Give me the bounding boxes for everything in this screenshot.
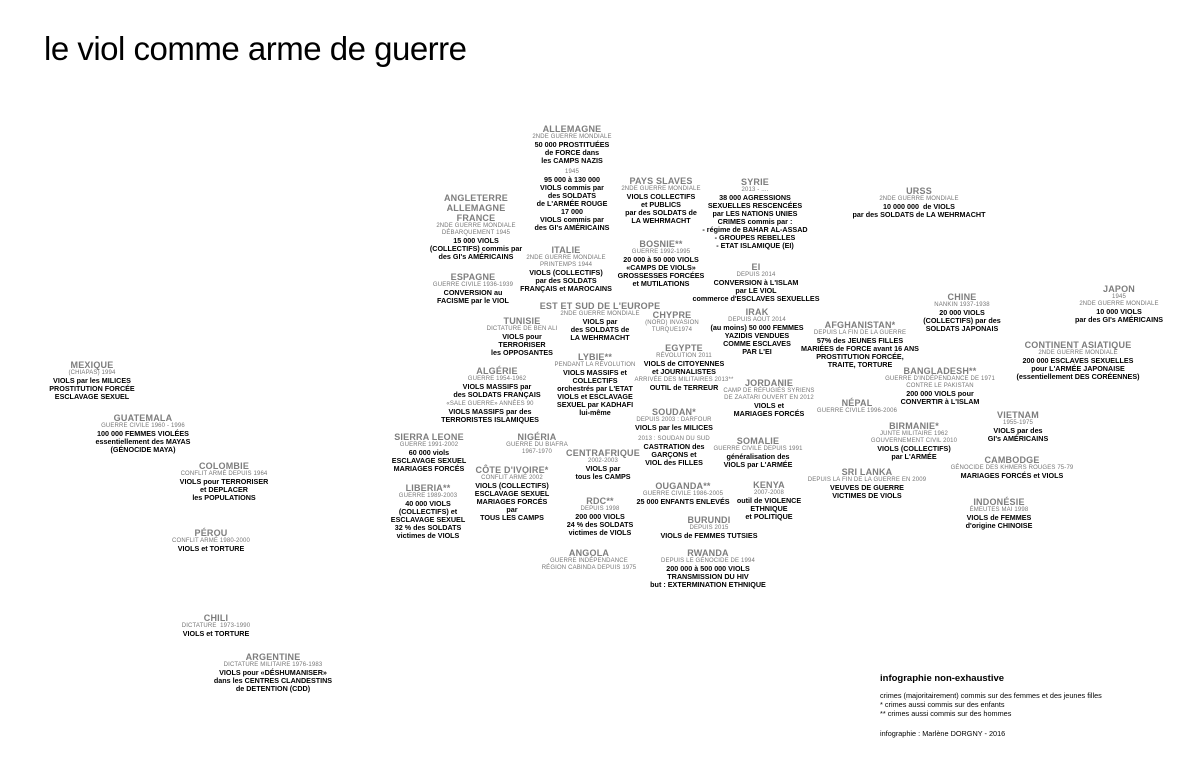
country-context: CAMP DE RÉFUGIÉS SYRIENS DE ZAATARI OUVERT EN 2012 <box>723 388 815 401</box>
country-facts: VIOLS par des SOLDATS de LA WEHRMACHT <box>570 316 630 342</box>
country-entry-slaves <box>621 176 700 225</box>
country-facts: VIOLS MASSIFS par des TERRORISTES ISLAMIQUES <box>441 406 539 424</box>
country-context: CONFLIT ARMÉ 2002 <box>481 475 543 482</box>
country-name: GUATEMALA <box>113 413 173 423</box>
country-facts: VIOLS COLLECTIFS et PUBLICS par des SOLDATS de LA WEHRMACHT <box>625 191 697 225</box>
country-entry-japon <box>1075 284 1163 324</box>
country-facts: 200 000 VIOLS 24 % des SOLDATS victimes de VIOLS <box>566 511 634 537</box>
country-name: CHILI <box>203 613 229 623</box>
country-name: SRI LANKA <box>841 467 893 477</box>
country-facts: VIOLS (COLLECTIFS) par L'ARMÉE <box>877 443 951 461</box>
country-entry-colombie <box>180 461 269 502</box>
country-facts: VIOLS de FEMMES d'origine CHINOISE <box>965 512 1033 530</box>
country-name: COLOMBIE <box>198 461 250 471</box>
country-entry-nigeria <box>506 432 568 456</box>
country-name: SOMALIE <box>736 436 780 446</box>
country-context: GUERRE CIVILE 1960 - 1996 <box>101 423 185 430</box>
country-facts: VIOLS pour TERRORISER les OPPOSANTES <box>491 331 553 357</box>
country-context: ÉMEUTES MAI 1998 <box>969 507 1029 514</box>
country-entry-egypte2 <box>635 377 734 392</box>
country-name: SYRIE <box>740 177 770 187</box>
country-entry-somalie <box>713 436 802 469</box>
country-context: 2NDE GUERRE MONDIALE <box>879 196 959 203</box>
country-context: RÉVOLUTION 2011 <box>656 353 712 360</box>
country-entry-algerie2 <box>441 401 539 424</box>
country-name: ALGÉRIE <box>476 366 518 376</box>
country-entry-lybie <box>554 352 635 417</box>
country-facts: (au moins) 50 000 FEMMES YAZIDIS VENDUES COMME ESCLAVES PAR L'EI <box>710 322 804 356</box>
country-context: 2NDE GUERRE MONDIALE <box>532 134 612 141</box>
country-entry-rwanda <box>650 548 766 589</box>
country-entry-perou <box>172 528 250 553</box>
country-entry-urss <box>853 186 986 219</box>
legend-line-women: crimes (majoritairement) commis sur des femmes et des jeunes filles <box>880 690 1102 700</box>
country-entry-egypte <box>644 343 725 376</box>
country-context: GÉNOCIDE DES KHMERS ROUGES 75-79 <box>950 465 1074 472</box>
country-context: DEPUIS LE GÉNOCIDE DE 1994 <box>661 558 755 565</box>
country-name: JORDANIE <box>744 378 794 388</box>
country-facts: 20 000 à 50 000 VIOLS «CAMPS DE VIOLS» GROSSESSES FORCÉES et MUTILATIONS <box>617 254 705 288</box>
country-entry-centrafrique <box>566 448 640 481</box>
country-facts: 20 000 VIOLS (COLLECTIFS) par des SOLDATS JAPONAIS <box>923 307 1001 333</box>
country-entry-mexique <box>49 360 134 401</box>
country-context: GUERRE CIVILE 1936-1939 <box>432 282 514 289</box>
country-entry-cotedivoire <box>475 465 549 522</box>
country-name: BANGLADESH** <box>903 366 977 376</box>
country-facts: VIOLS et TORTURE <box>182 628 250 638</box>
country-facts: CONVERSION au FACISME par le VIOL <box>437 287 509 305</box>
country-facts: 38 000 AGRESSIONS SEXUELLES RESCENCÉES par LES NATIONS UNIES CRIMES commis par : - régime de BAHAR AL-ASSAD - GROUPES REBELLES - ETAT ISLAMIQUE (EI) <box>702 192 808 251</box>
country-context: 2002-2003 <box>587 458 619 465</box>
country-entry-soudansud <box>638 436 710 467</box>
country-facts: 200 000 à 500 000 VIOLS TRANSMISSION DU HIV but : EXTERMINATION ETHNIQUE <box>650 563 766 589</box>
country-name: CONTINENT ASIATIQUE <box>1024 340 1132 350</box>
country-name: RDC** <box>586 496 614 506</box>
country-entry-vietnam <box>988 410 1049 443</box>
country-name: ARGENTINE <box>245 652 301 662</box>
legend-credit: infographie : Marlène DORGNY - 2016 <box>880 729 1006 739</box>
country-facts: VIOLS par les MILICES PROSTITUTION FORCÉE ESCLAVAGE SEXUEL <box>49 375 135 401</box>
country-entry-chili <box>182 613 250 638</box>
country-facts: VIOLS de CITOYENNES et JOURNALISTES <box>643 358 725 376</box>
country-facts: 200 000 ESCLAVES SEXUELLES pour L'ARMÉE JAPONAISE (essentiellement DES CORÉENNES) <box>1016 355 1140 381</box>
country-facts: VIOLS MASSIFS par des SOLDATS FRANÇAIS <box>453 381 541 399</box>
country-entry-angleterre <box>430 193 522 261</box>
country-context: DEPUIS 1998 <box>580 506 620 513</box>
country-context: 1955-1975 <box>1002 420 1034 427</box>
country-name: AFGHANISTAN* <box>824 320 896 330</box>
country-entry-ei <box>693 262 820 303</box>
country-name: OUGANDA** <box>655 481 711 491</box>
country-entry-syrie <box>702 177 807 250</box>
country-facts: 15 000 VIOLS (COLLECTIFS) commis par des GI's AMÉRICAINS <box>429 235 523 261</box>
country-name: LIBERIA** <box>405 483 451 493</box>
country-facts: 95 000 à 130 000 VIOLS commis par des SOLDATS de L'ARMÉE ROUGE 17 000 VIOLS commis par des GI's AMÉRICAINS <box>534 174 610 233</box>
country-facts: VIOLS de FEMMES TUTSIES <box>660 530 758 540</box>
country-facts: 40 000 VIOLS (COLLECTIFS) et ESCLAVAGE SEXUEL 32 % des SOLDATS victimes de VIOLS <box>390 498 466 541</box>
country-name: EI <box>751 262 761 272</box>
country-context: 1945 2NDE GUERRE MONDIALE <box>1079 294 1159 307</box>
country-context: DEPUIS LA FIN DE LA GUERRE <box>813 330 907 337</box>
country-entry-nepal <box>817 398 897 415</box>
country-context: GUERRE DU BIAFRA 1967-1970 <box>506 442 568 455</box>
country-name: LYBIE** <box>577 352 613 362</box>
country-entry-srilanka <box>808 467 926 500</box>
country-name: BURUNDI <box>687 515 731 525</box>
country-name: BIRMANIE* <box>889 421 939 431</box>
country-facts: outil de VIOLENCE ETHNIQUE et POLITIQUE <box>736 495 802 521</box>
country-entry-algerie <box>453 366 540 399</box>
country-context: GUERRE D'INDÉPENDANCE DE 1971 CONTRE LE PAKISTAN <box>885 376 995 389</box>
country-facts: VIOLS (COLLECTIFS) par des SOLDATS FRANÇAIS et MAROCAINS <box>520 267 612 293</box>
country-entry-burundi <box>660 515 757 540</box>
country-context: GUERRE 1954-1962 <box>467 376 527 383</box>
country-entry-allemagne <box>532 124 611 165</box>
country-facts: 10 000 000 de VIOLS par des SOLDATS de LA WEHRMACHT <box>852 201 986 219</box>
country-name: BOSNIE** <box>639 239 683 249</box>
country-facts: VIOLS par tous les CAMPS <box>575 463 631 481</box>
country-entry-sierra <box>392 432 466 473</box>
country-facts: 57% des JEUNES FILLES MARIÉES de FORCE avant 16 ANS PROSTITUTION FORCÉE, TRAITE, TORTURE <box>801 335 919 369</box>
legend-line-children: * crimes aussi commis sur des enfants <box>880 699 1005 709</box>
country-facts: VIOLS (COLLECTIFS) ESCLAVAGE SEXUEL MARIAGES FORCÉS par TOUS LES CAMPS <box>474 480 550 523</box>
country-entry-ouganda <box>636 481 729 506</box>
country-context: 2NDE GUERRE MONDIALE <box>560 311 640 318</box>
country-context: GUERRE CIVILE 1996-2006 <box>816 408 898 415</box>
country-name: SOUDAN* <box>652 407 696 417</box>
country-context: JUNTE MILITAIRE 1962 GOUVERNEMENT CIVIL 2010 <box>870 431 958 444</box>
country-entry-afghanistan <box>801 320 919 369</box>
country-context: GUERRE 1992-1995 <box>631 249 691 256</box>
country-name: SIERRA LEONE <box>394 432 464 442</box>
country-facts: 60 000 viols ESCLAVAGE SEXUEL MARIAGES FORCÉS <box>391 447 467 473</box>
country-facts: VIOLS et MARIAGES FORCÉS <box>733 400 805 418</box>
country-entry-angola <box>542 548 637 572</box>
country-context: GUERRE 1989-2003 <box>398 493 458 500</box>
country-name: ANGLETERRE ALLEMAGNE FRANCE <box>443 193 508 224</box>
country-context: ARRIVÉE DES MILITAIRES 2013** <box>634 377 734 383</box>
country-context: DEPUIS 2015 <box>689 525 729 532</box>
country-entry-asiatique <box>1016 340 1139 381</box>
country-context: GUERRE CIVILE DEPUIS 1991 <box>713 446 803 453</box>
country-entry-bangladesh <box>885 366 995 406</box>
country-facts: CASTRATION des GARÇONS et VIOL des FILLES <box>643 441 705 467</box>
country-name: ITALIE <box>551 245 581 255</box>
country-context: GUERRE 1991-2002 <box>399 442 459 449</box>
country-name: NIGÉRIA <box>517 432 557 442</box>
country-name: RWANDA <box>687 548 729 558</box>
country-name: ESPAGNE <box>450 272 496 282</box>
country-context: DEPUIS AOUT 2014 <box>728 317 786 324</box>
country-context: 2NDE GUERRE MONDIALE <box>1038 350 1118 357</box>
country-context: PENDANT LA RÉVOLUTION <box>554 362 636 369</box>
country-facts: MARIAGES FORCÉS et VIOLS <box>960 470 1064 480</box>
country-facts: CONVERSION à L'ISLAM par LE VIOL commerce d'ESCLAVES SEXUELLES <box>692 277 820 303</box>
country-name: PÉROU <box>194 528 228 538</box>
country-facts: VIOLS par les MILICES <box>635 422 713 432</box>
legend-line-men: ** crimes aussi commis sur des hommes <box>880 709 1012 719</box>
country-entry-rdc <box>567 496 634 537</box>
country-name: NÉPAL <box>841 398 873 408</box>
country-name: CENTRAFRIQUE <box>566 448 640 458</box>
country-entry-espagne <box>433 272 513 305</box>
country-facts: 10 000 VIOLS par des GI's AMÉRICAINS <box>1074 306 1164 324</box>
country-context: GUERRE CIVILE 1986-2005 <box>642 491 724 498</box>
country-facts: OUTIL de TERREUR <box>649 382 719 392</box>
country-context: 2013 - .... <box>741 187 769 194</box>
country-context: (NORD) INVASION TURQUE1974 <box>645 320 699 333</box>
country-name: JAPON <box>1102 284 1135 294</box>
country-name: INDONÉSIE <box>973 497 1025 507</box>
country-context: 2013 : SOUDAN DU SUD <box>638 436 710 442</box>
country-name: EST ET SUD DE L'EUROPE <box>539 301 661 311</box>
country-name: CÔTE D'IVOIRE* <box>475 465 549 475</box>
country-facts: VIOLS et TORTURE <box>177 543 245 553</box>
country-facts: VIOLS pour «DÉSHUMANISER» dans les CENTRES CLANDESTINS de DETENTION (CDD) <box>213 667 333 693</box>
country-entry-irak <box>710 307 803 356</box>
country-context: GUERRE INDÉPENDANCE RÉGION CABINDA DEPUIS 1975 <box>541 558 637 571</box>
country-context: «SALE GUERRE» ANNÉES 90 <box>446 401 534 407</box>
country-name: CHYPRE <box>652 310 692 320</box>
country-context: 2NDE GUERRE MONDIALE PRINTEMPS 1944 <box>526 255 606 268</box>
country-context: 2NDE GUERRE MONDIALE <box>621 186 701 193</box>
country-name: VIETNAM <box>997 410 1039 420</box>
country-name: EGYPTE <box>665 343 703 353</box>
country-context: DICTATURE 1973-1990 <box>181 623 251 630</box>
country-entry-bosnie <box>618 239 705 288</box>
country-entry-birmanie <box>871 421 957 461</box>
country-entry-chine <box>923 292 1000 333</box>
country-facts: 200 000 VIOLS pour CONVERTIR à L'ISLAM <box>900 388 980 406</box>
country-facts: VIOLS pour TERRORISER et DEPLACER les POPULATIONS <box>179 476 269 502</box>
country-context: DICTATURE DE BEN ALI <box>486 326 558 333</box>
country-context: DICTATURE MILITAIRE 1976-1983 <box>223 662 323 669</box>
country-facts: 50 000 PROSTITUÉES de FORCE dans les CAMPS NAZIS <box>534 139 610 165</box>
country-entry-jordanie <box>723 378 814 418</box>
country-entry-cambodge <box>951 455 1074 480</box>
country-context: CONFLIT ARMÉ 1980-2000 <box>172 538 250 545</box>
country-entry-guatemala <box>96 413 191 454</box>
country-context: 1945 <box>565 169 579 175</box>
country-entry-italie <box>520 245 612 293</box>
country-context: DEPUIS LA FIN DE LA GUERRE EN 2009 <box>807 477 927 484</box>
country-name: PAYS SLAVES <box>629 176 693 186</box>
country-entry-soudan <box>635 407 713 432</box>
country-entry-argentine <box>214 652 332 693</box>
country-name: ALLEMAGNE <box>542 124 602 134</box>
country-name: ANGOLA <box>568 548 610 558</box>
country-context: 2007-2008 <box>753 490 785 497</box>
country-name: URSS <box>906 186 932 196</box>
country-facts: VIOLS MASSIFS et COLLECTIFS orchestrés par L'ETAT VIOLS et ESCLAVAGE SEXUEL par KADHAFI lui-même <box>556 367 634 418</box>
country-name: KENYA <box>753 480 785 490</box>
country-entry-estsud <box>540 301 661 342</box>
country-name: IRAK <box>745 307 769 317</box>
country-entry-liberia <box>391 483 465 540</box>
legend-title: infographie non-exhaustive <box>880 673 1005 684</box>
country-entry-allemagne2 <box>535 169 610 232</box>
country-name: TUNISIE <box>503 316 541 326</box>
page-title: le viol comme arme de guerre <box>44 30 467 67</box>
country-context: (CHIAPAS) 1994 <box>68 370 116 377</box>
country-name: MEXIQUE <box>70 360 114 370</box>
country-context: NANKIN 1937-1938 <box>934 302 990 309</box>
country-context: DEPUIS 2014 <box>736 272 776 279</box>
country-name: CAMBODGE <box>984 455 1040 465</box>
country-entry-chypre <box>645 310 699 334</box>
country-facts: VIOLS par des GI's AMÉRICAINS <box>987 425 1049 443</box>
country-context: CONFLIT ARMÉ DEPUIS 1964 <box>180 471 268 478</box>
country-context: 2NDE GUERRE MONDIALE DÉBARQUEMENT 1945 <box>436 223 516 236</box>
country-facts: 100 000 FEMMES VIOLÉES essentiellement des MAYAS (GÉNOCIDE MAYA) <box>95 428 191 454</box>
country-facts: VEUVES DE GUERRE VICTIMES DE VIOLS <box>830 482 904 500</box>
country-context: DEPUIS 2003 : DARFOUR <box>636 417 712 424</box>
legend <box>880 673 1180 738</box>
country-facts: généralisation des VIOLS par L'ARMÉE <box>723 451 793 469</box>
country-facts: 25 000 ENFANTS ENLEVÉS <box>636 496 730 506</box>
country-name: CHINE <box>947 292 977 302</box>
country-entry-indonesie <box>966 497 1033 530</box>
